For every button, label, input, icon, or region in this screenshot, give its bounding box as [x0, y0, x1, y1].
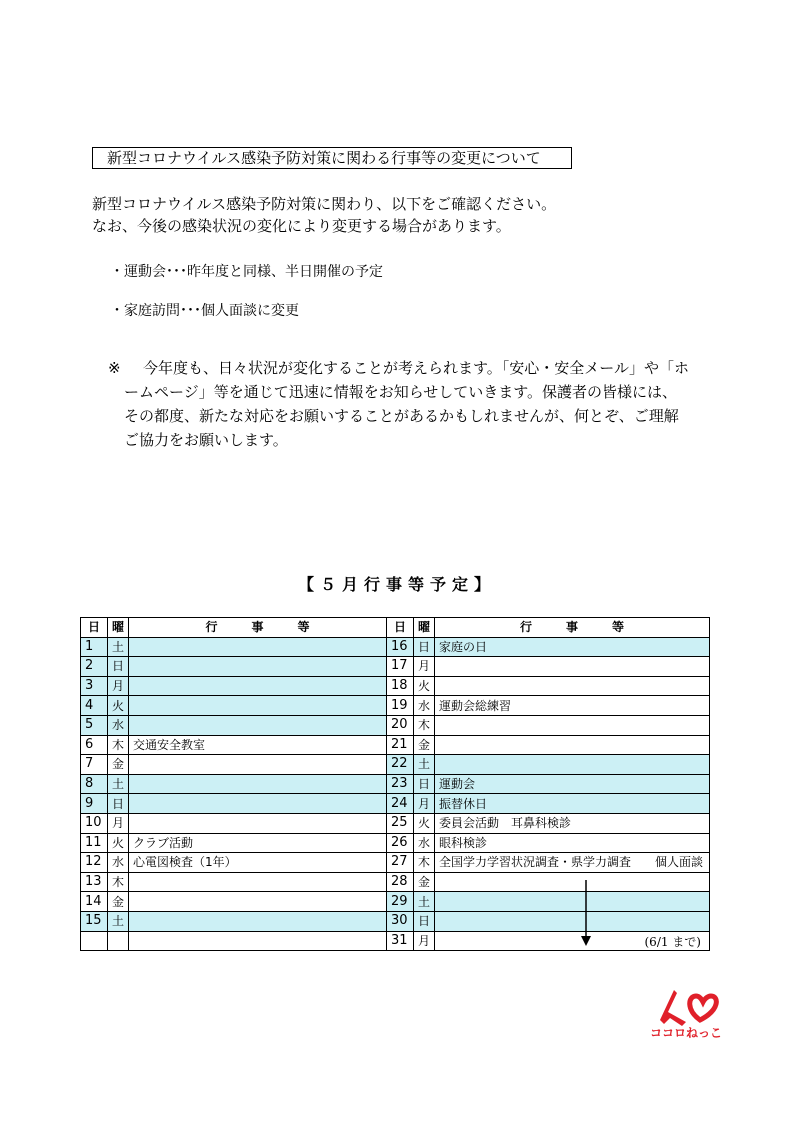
schedule-row: [81, 872, 710, 892]
event-cell: [129, 657, 387, 677]
note-line: ームページ」等を通じて迅速に情報をお知らせしていきます。保護者の皆様には、: [124, 383, 678, 401]
weekday-cell: 日: [108, 657, 129, 677]
schedule-row: [81, 794, 710, 814]
weekday-cell: 月: [414, 931, 435, 951]
note-line: ご協力をお願いします。: [124, 431, 288, 449]
intro-text: [92, 193, 556, 237]
weekday-cell: 木: [108, 872, 129, 892]
weekday-cell: 月: [414, 794, 435, 814]
event-cell: 交通安全教室: [129, 735, 387, 755]
event-cell: [129, 774, 387, 794]
schedule-row: [81, 774, 710, 794]
event-cell: [129, 892, 387, 912]
weekday-cell: 水: [108, 715, 129, 735]
date-cell: 28: [387, 872, 414, 892]
schedule-row: [81, 833, 710, 853]
weekday-cell: 水: [414, 833, 435, 853]
event-cell: [129, 676, 387, 696]
date-cell: 9: [81, 794, 108, 814]
note-line: 今年度も、日々状況が変化することが考えられます。｢安心・安全メール」や「ホ: [143, 359, 690, 377]
date-cell: 4: [81, 696, 108, 716]
until-note: (6/1 まで): [644, 934, 701, 949]
schedule-row: [81, 696, 710, 716]
event-cell: [129, 911, 387, 931]
schedule-row: [81, 931, 710, 951]
schedule-row: [81, 911, 710, 931]
schedule-row: [81, 676, 710, 696]
event-cell: 家庭の日: [435, 637, 710, 657]
event-cell: [129, 696, 387, 716]
date-cell: 10: [81, 813, 108, 833]
weekday-cell: 木: [414, 853, 435, 873]
date-cell: 26: [387, 833, 414, 853]
weekday-cell: 木: [108, 735, 129, 755]
intro-line: なお、今後の感染状況の変化により変更する場合があります。: [92, 217, 511, 235]
weekday-cell: 日: [414, 774, 435, 794]
weekday-cell: 火: [108, 696, 129, 716]
date-cell: 14: [81, 892, 108, 912]
weekday-cell: 日: [414, 637, 435, 657]
schedule-header-row: [81, 618, 710, 638]
event-cell: [435, 755, 710, 775]
note-paragraph: [108, 356, 724, 452]
schedule-row: [81, 892, 710, 912]
event-cell: 運動会総練習: [435, 696, 710, 716]
weekday-cell: 日: [108, 794, 129, 814]
date-cell: 31: [387, 931, 414, 951]
event-cell: 全国学力学習状況調査・県学力調査 個人面談: [435, 853, 710, 873]
logo-caption: ココロねっこ: [650, 1026, 722, 1040]
bullet-home-visit: ・家庭訪問･･･個人面談に変更: [110, 303, 299, 319]
weekday-cell: 月: [414, 657, 435, 677]
date-cell: 29: [387, 892, 414, 912]
event-cell: [129, 755, 387, 775]
notice-heading: 新型コロナウイルス感染予防対策に関わる行事等の変更について: [92, 147, 572, 169]
weekday-cell: 月: [108, 813, 129, 833]
date-cell: 2: [81, 657, 108, 677]
event-cell: [129, 872, 387, 892]
date-cell: 30: [387, 911, 414, 931]
date-cell: 17: [387, 657, 414, 677]
date-header: 日: [387, 618, 414, 638]
date-cell: 8: [81, 774, 108, 794]
weekday-cell: 月: [108, 676, 129, 696]
date-cell: 22: [387, 755, 414, 775]
event-cell: [129, 637, 387, 657]
weekday-cell: 水: [108, 853, 129, 873]
date-cell: 11: [81, 833, 108, 853]
date-cell: 19: [387, 696, 414, 716]
note-line: その都度、新たな対応をお願いすることがあるかもしれませんが、何とぞ、ご理解: [124, 407, 679, 425]
date-cell: 16: [387, 637, 414, 657]
event-cell: [435, 657, 710, 677]
note-mark: ※: [108, 359, 121, 377]
intro-line: 新型コロナウイルス感染予防対策に関わり、以下をご確認ください。: [92, 195, 557, 213]
events-header: 行事等: [129, 618, 387, 638]
date-cell: 7: [81, 755, 108, 775]
event-cell: [435, 931, 710, 951]
arrow-down-icon: [580, 880, 592, 946]
weekday-cell: 日: [414, 911, 435, 931]
schedule-body: [81, 637, 710, 951]
event-cell: [435, 911, 710, 931]
event-cell: 振替休日: [435, 794, 710, 814]
schedule-row: [81, 735, 710, 755]
date-cell: 5: [81, 715, 108, 735]
date-cell: 24: [387, 794, 414, 814]
weekday-cell: 土: [414, 755, 435, 775]
kokoro-nekko-logo: [650, 980, 722, 1040]
schedule-row: [81, 715, 710, 735]
event-cell: 心電図検査（1年）: [129, 853, 387, 873]
date-cell: 13: [81, 872, 108, 892]
weekday-cell: 火: [414, 676, 435, 696]
event-cell: [129, 715, 387, 735]
date-header: 日: [81, 618, 108, 638]
weekday-cell: 水: [414, 696, 435, 716]
weekday-cell: 土: [108, 774, 129, 794]
schedule-row: [81, 657, 710, 677]
event-cell: [129, 794, 387, 814]
event-cell: [129, 931, 387, 951]
bullet-sports-day: ・運動会･･･昨年度と同様、半日開催の予定: [110, 264, 383, 280]
event-cell: [435, 735, 710, 755]
weekday-cell: [108, 931, 129, 951]
weekday-cell: 土: [108, 637, 129, 657]
date-cell: 21: [387, 735, 414, 755]
date-cell: 3: [81, 676, 108, 696]
date-cell: 23: [387, 774, 414, 794]
date-cell: 20: [387, 715, 414, 735]
heart-icon: [690, 996, 717, 1020]
event-cell: [435, 715, 710, 735]
date-cell: 18: [387, 676, 414, 696]
schedule-row: [81, 853, 710, 873]
date-cell: 27: [387, 853, 414, 873]
weekday-cell: 金: [108, 892, 129, 912]
logo-person-mark: [660, 990, 686, 1026]
weekday-cell: 木: [414, 715, 435, 735]
weekday-cell: 火: [108, 833, 129, 853]
event-cell: 委員会活動 耳鼻科検診: [435, 813, 710, 833]
weekday-cell: 火: [414, 813, 435, 833]
weekday-cell: 土: [414, 892, 435, 912]
weekday-cell: 金: [108, 755, 129, 775]
date-cell: [81, 931, 108, 951]
schedule-row: [81, 755, 710, 775]
events-header: 行事等: [435, 618, 710, 638]
weekday-header: 曜: [414, 618, 435, 638]
event-cell: [129, 813, 387, 833]
schedule-table: [80, 617, 710, 951]
weekday-cell: 金: [414, 735, 435, 755]
date-cell: 25: [387, 813, 414, 833]
date-cell: 15: [81, 911, 108, 931]
event-cell: [435, 892, 710, 912]
date-cell: 1: [81, 637, 108, 657]
event-cell: [435, 872, 710, 892]
event-cell: 眼科検診: [435, 833, 710, 853]
date-cell: 6: [81, 735, 108, 755]
weekday-cell: 土: [108, 911, 129, 931]
schedule-title: 【５月行事等予定】: [297, 575, 496, 594]
date-cell: 12: [81, 853, 108, 873]
weekday-header: 曜: [108, 618, 129, 638]
event-cell: クラブ活動: [129, 833, 387, 853]
schedule-row: [81, 637, 710, 657]
event-cell: 運動会: [435, 774, 710, 794]
event-cell: [435, 676, 710, 696]
weekday-cell: 金: [414, 872, 435, 892]
schedule-row: [81, 813, 710, 833]
